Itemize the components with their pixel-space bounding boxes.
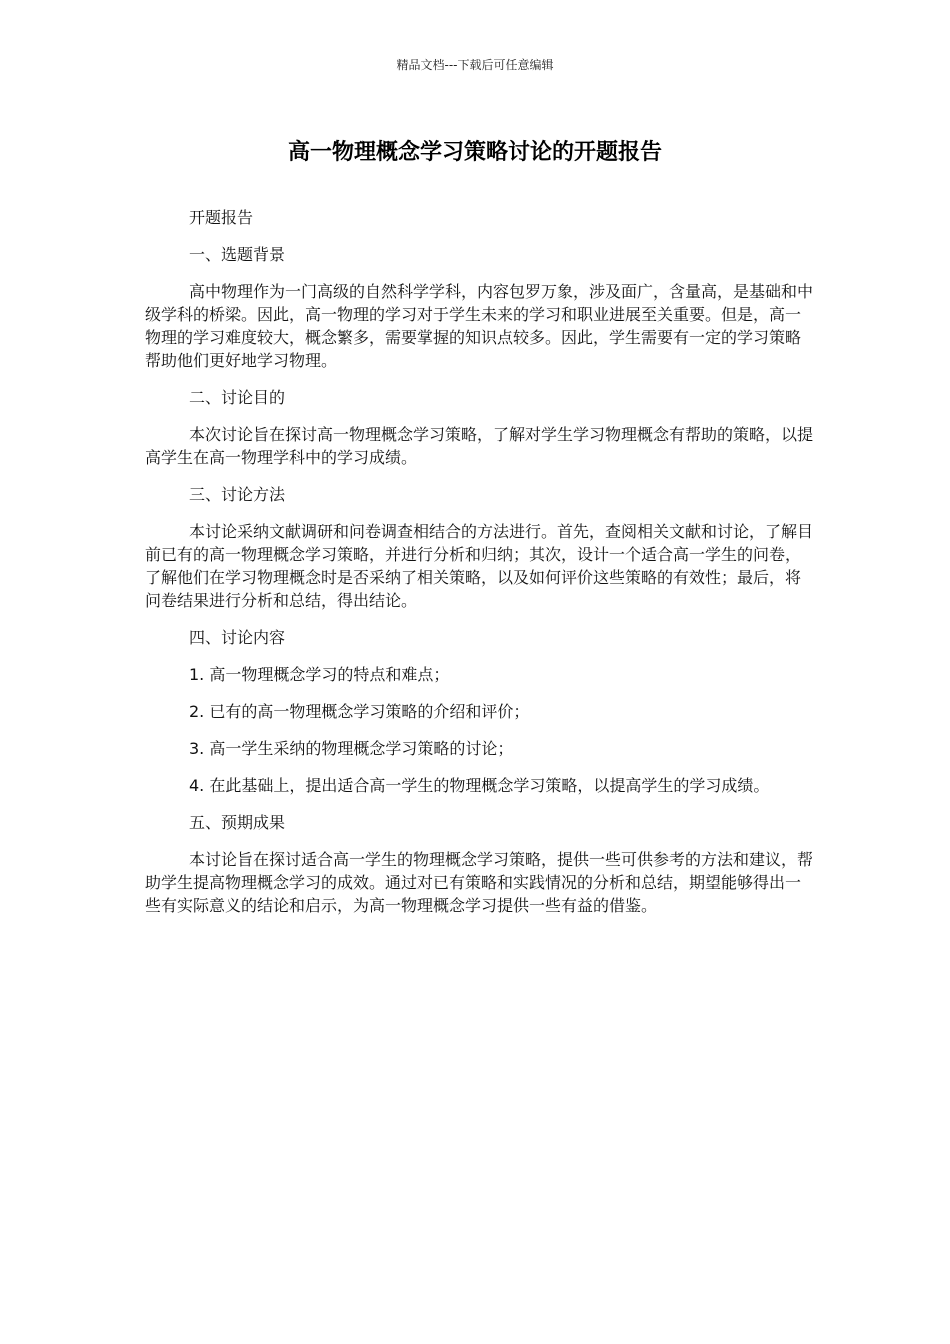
section-heading-outcomes: 五、预期成果 bbox=[189, 813, 286, 832]
paragraph-outcomes: 本讨论旨在探讨适合高一学生的物理概念学习策略，提供一些可供参考的方法和建议，帮助学生提高物理概念学习的成效。通过对已有策略和实践情况的分析和总结，期望能够得出一些有实际意义的结论和启示，为高一物理概念学习提供一些有益的借鉴。 bbox=[145, 850, 814, 915]
document-title: 高一物理概念学习策略讨论的开题报告 bbox=[287, 140, 662, 165]
paragraph-background: 高中物理作为一门高级的自然科学学科，内容包罗万象，涉及面广，含量高，是基础和中级学科的桥梁。因此，高一物理的学习对于学生未来的学习和职业进展至关重要。但是，高一物理的学习难度较大，概念繁多，需要掌握的知识点较多。因此，学生需要有一定的学习策略帮助他们更好地学习物理。 bbox=[145, 282, 814, 370]
list-item-content-2: 2. 已有的高一物理概念学习策略的介绍和评价； bbox=[189, 702, 530, 721]
paragraph-heading-report: 开题报告 bbox=[189, 208, 254, 227]
section-heading-method: 三、讨论方法 bbox=[189, 485, 286, 504]
paragraph-method: 本讨论采纳文献调研和问卷调查相结合的方法进行。首先，查阅相关文献和讨论，了解目前已有的高一物理概念学习策略，并进行分析和归纳；其次，设计一个适合高一学生的问卷，了解他们在学习物理概念时是否采纳了相关策略，以及如何评价这些策略的有效性；最后，将问卷结果进行分析和总结，得出结论。 bbox=[145, 522, 814, 610]
section-heading-purpose: 二、讨论目的 bbox=[189, 388, 286, 407]
section-heading-background: 一、选题背景 bbox=[189, 245, 286, 264]
document-body bbox=[145, 206, 813, 931]
page-header-note: 精品文档---下载后可任意编辑 bbox=[396, 58, 554, 72]
list-item-content-4: 4. 在此基础上，提出适合高一学生的物理概念学习策略，以提高学生的学习成绩。 bbox=[189, 776, 770, 795]
paragraph-purpose: 本次讨论旨在探讨高一物理概念学习策略，了解对学生学习物理概念有帮助的策略，以提高学生在高一物理学科中的学习成绩。 bbox=[145, 425, 814, 467]
section-heading-content: 四、讨论内容 bbox=[189, 628, 286, 647]
list-item-content-3: 3. 高一学生采纳的物理概念学习策略的讨论； bbox=[189, 739, 514, 758]
list-item-content-1: 1. 高一物理概念学习的特点和难点； bbox=[189, 665, 450, 684]
